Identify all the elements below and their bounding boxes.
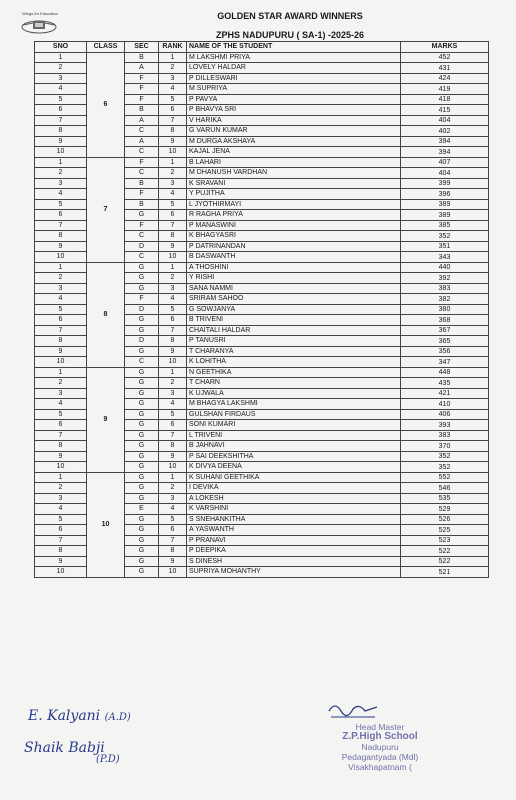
cell-sec: G [125, 378, 159, 389]
cell-sno: 7 [35, 325, 87, 336]
cell-marks: 535 [401, 493, 489, 504]
cell-sec: A [125, 63, 159, 74]
cell-student-name: M BHAGYA LAKSHMI [187, 399, 401, 410]
cell-sno: 10 [35, 252, 87, 263]
cell-student-name: P TANUSRI [187, 336, 401, 347]
cell-student-name: SUPRIYA MOHANTHY [187, 567, 401, 578]
cell-rank: 2 [159, 168, 187, 179]
cell-sno: 3 [35, 283, 87, 294]
cell-rank: 5 [159, 199, 187, 210]
cell-marks: 404 [401, 168, 489, 179]
cell-student-name: L TRIVENI [187, 430, 401, 441]
cell-sec: G [125, 315, 159, 326]
stamp-line-1: Head Master [355, 722, 405, 732]
cell-marks: 410 [401, 399, 489, 410]
cell-sno: 9 [35, 136, 87, 147]
cell-student-name: S SNEHANKITHA [187, 514, 401, 525]
cell-marks: 526 [401, 514, 489, 525]
cell-rank: 10 [159, 357, 187, 368]
cell-marks: 529 [401, 504, 489, 515]
cell-student-name: V HARIKA [187, 115, 401, 126]
cell-marks: 525 [401, 525, 489, 536]
cell-student-name: B LAHARI [187, 157, 401, 168]
cell-marks: 356 [401, 346, 489, 357]
cell-student-name: P MANASWINI [187, 220, 401, 231]
cell-student-name: G SOWJANYA [187, 304, 401, 315]
cell-marks: 383 [401, 430, 489, 441]
cell-sec: B [125, 178, 159, 189]
cell-sno: 10 [35, 357, 87, 368]
cell-student-name: B JAHNAVI [187, 441, 401, 452]
table-row [35, 262, 489, 273]
cell-class: 7 [87, 157, 125, 262]
cell-marks: 394 [401, 147, 489, 158]
cell-rank: 6 [159, 315, 187, 326]
cell-sec: G [125, 399, 159, 410]
cell-class: 6 [87, 52, 125, 157]
cell-rank: 5 [159, 304, 187, 315]
cell-marks: 383 [401, 283, 489, 294]
cell-sec: C [125, 252, 159, 263]
cell-sec: G [125, 514, 159, 525]
cell-sno: 5 [35, 514, 87, 525]
cell-marks: 406 [401, 409, 489, 420]
cell-marks: 367 [401, 325, 489, 336]
cell-marks: 448 [401, 367, 489, 378]
cell-sec: D [125, 336, 159, 347]
cell-rank: 7 [159, 220, 187, 231]
cell-marks: 522 [401, 556, 489, 567]
cell-sno: 1 [35, 157, 87, 168]
cell-student-name: I DEVIKA [187, 483, 401, 494]
cell-student-name: T CHARN [187, 378, 401, 389]
cell-rank: 8 [159, 126, 187, 137]
cell-sno: 6 [35, 525, 87, 536]
cell-rank: 5 [159, 409, 187, 420]
cell-student-name: SRIRAM SAHOO [187, 294, 401, 305]
cell-sno: 7 [35, 220, 87, 231]
cell-sno: 2 [35, 483, 87, 494]
cell-sec: G [125, 388, 159, 399]
cell-sec: B [125, 199, 159, 210]
cell-sec: G [125, 525, 159, 536]
cell-rank: 7 [159, 430, 187, 441]
cell-student-name: B TRIVENI [187, 315, 401, 326]
stamp-line-2: Z.P.High School [342, 731, 418, 742]
cell-rank: 8 [159, 546, 187, 557]
cell-rank: 6 [159, 210, 187, 221]
cell-sec: C [125, 168, 159, 179]
cell-marks: 370 [401, 441, 489, 452]
cell-rank: 4 [159, 294, 187, 305]
cell-student-name: CHAITALI HALDAR [187, 325, 401, 336]
cell-marks: 352 [401, 462, 489, 473]
signature-ad-name: E. Kalyani [28, 708, 101, 724]
signature-pd-name: Shaik Babji [24, 740, 105, 756]
cell-sno: 5 [35, 94, 87, 105]
cell-marks: 546 [401, 483, 489, 494]
cell-marks: 352 [401, 451, 489, 462]
cell-rank: 2 [159, 483, 187, 494]
cell-marks: 431 [401, 63, 489, 74]
cell-sec: D [125, 304, 159, 315]
cell-sno: 9 [35, 346, 87, 357]
cell-rank: 7 [159, 535, 187, 546]
cell-sec: C [125, 126, 159, 137]
cell-sec: B [125, 52, 159, 63]
cell-sec: F [125, 294, 159, 305]
cell-marks: 393 [401, 420, 489, 431]
cell-sec: G [125, 409, 159, 420]
cell-sec: F [125, 189, 159, 200]
header-marks: MARKS [401, 42, 489, 53]
cell-marks: 385 [401, 220, 489, 231]
table-row [35, 472, 489, 483]
cell-rank: 3 [159, 73, 187, 84]
cell-class: 8 [87, 262, 125, 367]
cell-marks: 404 [401, 115, 489, 126]
headmaster-signature-icon [325, 697, 385, 721]
cell-student-name: A THOSHINI [187, 262, 401, 273]
cell-student-name: L JYOTHIRMAYI [187, 199, 401, 210]
cell-rank: 4 [159, 504, 187, 515]
cell-student-name: SONI KUMARI [187, 420, 401, 431]
cell-sec: C [125, 147, 159, 158]
cell-rank: 6 [159, 105, 187, 116]
header-name: NAME OF THE STUDENT [187, 42, 401, 53]
cell-sec: G [125, 567, 159, 578]
cell-rank: 10 [159, 252, 187, 263]
header-sec: SEC [125, 42, 159, 53]
cell-sno: 2 [35, 63, 87, 74]
cell-rank: 3 [159, 388, 187, 399]
cell-rank: 5 [159, 514, 187, 525]
signature-ad-role: (A.D) [104, 712, 131, 723]
cell-student-name: KAJAL JENA [187, 147, 401, 158]
table-header-row [35, 42, 489, 53]
cell-sec: C [125, 357, 159, 368]
cell-marks: 419 [401, 84, 489, 95]
cell-sno: 1 [35, 472, 87, 483]
cell-student-name: P PAVYA [187, 94, 401, 105]
cell-rank: 1 [159, 367, 187, 378]
cell-marks: 396 [401, 189, 489, 200]
cell-sno: 4 [35, 399, 87, 410]
cell-sec: G [125, 535, 159, 546]
cell-sec: E [125, 504, 159, 515]
cell-sno: 7 [35, 115, 87, 126]
cell-rank: 1 [159, 262, 187, 273]
cell-student-name: K DIVYA DEENA [187, 462, 401, 473]
cell-marks: 552 [401, 472, 489, 483]
table-row [35, 52, 489, 63]
cell-student-name: P PRANAVI [187, 535, 401, 546]
cell-rank: 4 [159, 84, 187, 95]
cell-sno: 4 [35, 84, 87, 95]
cell-student-name: P SAI DEEKSHITHA [187, 451, 401, 462]
cell-rank: 3 [159, 283, 187, 294]
cell-rank: 6 [159, 525, 187, 536]
cell-rank: 6 [159, 420, 187, 431]
cell-marks: 399 [401, 178, 489, 189]
table-row [35, 367, 489, 378]
cell-sno: 3 [35, 493, 87, 504]
cell-marks: 389 [401, 210, 489, 221]
award-winners-table [34, 41, 489, 578]
cell-sno: 5 [35, 409, 87, 420]
cell-sec: G [125, 546, 159, 557]
cell-sec: G [125, 420, 159, 431]
cell-sec: G [125, 262, 159, 273]
cell-student-name: GULSHAN FIRDAUS [187, 409, 401, 420]
cell-sec: D [125, 241, 159, 252]
cell-sno: 9 [35, 241, 87, 252]
cell-rank: 2 [159, 273, 187, 284]
cell-student-name: P DEEPIKA [187, 546, 401, 557]
cell-student-name: M DURGA AKSHAYA [187, 136, 401, 147]
cell-sec: G [125, 346, 159, 357]
headmaster-stamp [320, 722, 440, 772]
cell-sno: 6 [35, 210, 87, 221]
stamp-line-3: Nadupuru [361, 742, 399, 752]
cell-marks: 389 [401, 199, 489, 210]
cell-student-name: N GEETHIKA [187, 367, 401, 378]
cell-sno: 8 [35, 546, 87, 557]
cell-sno: 10 [35, 567, 87, 578]
cell-rank: 7 [159, 325, 187, 336]
cell-student-name: K SUHANI GEETHIKA [187, 472, 401, 483]
cell-marks: 418 [401, 94, 489, 105]
cell-sec: G [125, 451, 159, 462]
cell-sec: G [125, 273, 159, 284]
cell-rank: 7 [159, 115, 187, 126]
cell-sno: 1 [35, 262, 87, 273]
stamp-line-5: Visakhapatnam ( [348, 762, 412, 772]
cell-rank: 8 [159, 231, 187, 242]
cell-sno: 9 [35, 451, 87, 462]
cell-sec: G [125, 472, 159, 483]
page-subtitle: ZPHS NADUPURU ( SA-1) -2025-26 [215, 30, 365, 40]
table-body [35, 52, 489, 577]
cell-student-name: LOVELY HALDAR [187, 63, 401, 74]
cell-marks: 368 [401, 315, 489, 326]
cell-class: 10 [87, 472, 125, 577]
cell-marks: 382 [401, 294, 489, 305]
cell-student-name: P DATRINANDAN [187, 241, 401, 252]
page-title: GOLDEN STAR AWARD WINNERS [217, 11, 363, 21]
cell-marks: 352 [401, 231, 489, 242]
cell-sec: C [125, 231, 159, 242]
cell-marks: 435 [401, 378, 489, 389]
cell-student-name: M LAKSHMI PRIYA [187, 52, 401, 63]
cell-marks: 402 [401, 126, 489, 137]
cell-rank: 8 [159, 336, 187, 347]
cell-student-name: K VARSHINI [187, 504, 401, 515]
cell-sec: B [125, 105, 159, 116]
cell-marks: 521 [401, 567, 489, 578]
cell-marks: 421 [401, 388, 489, 399]
cell-rank: 1 [159, 157, 187, 168]
cell-sec: G [125, 325, 159, 336]
cell-rank: 9 [159, 241, 187, 252]
cell-sno: 8 [35, 336, 87, 347]
cell-student-name: K BHAGYASRI [187, 231, 401, 242]
signature-pd-role: (P.D) [96, 754, 120, 765]
cell-student-name: T CHARANYA [187, 346, 401, 357]
cell-student-name: A YASWANTH [187, 525, 401, 536]
cell-marks: 343 [401, 252, 489, 263]
cell-sno: 5 [35, 199, 87, 210]
cell-marks: 415 [401, 105, 489, 116]
cell-rank: 1 [159, 52, 187, 63]
cell-sno: 9 [35, 556, 87, 567]
cell-rank: 8 [159, 441, 187, 452]
signature-ad [28, 708, 131, 724]
cell-sno: 10 [35, 147, 87, 158]
cell-marks: 407 [401, 157, 489, 168]
cell-sec: G [125, 441, 159, 452]
cell-sno: 7 [35, 535, 87, 546]
cell-sec: A [125, 136, 159, 147]
cell-sno: 7 [35, 430, 87, 441]
cell-rank: 10 [159, 462, 187, 473]
header-class: CLASS [87, 42, 125, 53]
cell-sno: 6 [35, 105, 87, 116]
cell-sno: 6 [35, 420, 87, 431]
cell-student-name: G VARUN KUMAR [187, 126, 401, 137]
cell-student-name: M DHANUSH VARDHAN [187, 168, 401, 179]
cell-sno: 5 [35, 304, 87, 315]
cell-sno: 4 [35, 294, 87, 305]
stamp-line-4: Pedagantyada (Mdl) [341, 752, 419, 762]
cell-sno: 10 [35, 462, 87, 473]
cell-sno: 3 [35, 73, 87, 84]
cell-rank: 3 [159, 493, 187, 504]
cell-sno: 4 [35, 504, 87, 515]
cell-marks: 523 [401, 535, 489, 546]
cell-rank: 2 [159, 63, 187, 74]
cell-sec: F [125, 94, 159, 105]
signature-pd [24, 740, 120, 765]
cell-student-name: SANA NAMMI [187, 283, 401, 294]
cell-class: 9 [87, 367, 125, 472]
cell-rank: 2 [159, 378, 187, 389]
cell-sec: G [125, 367, 159, 378]
cell-student-name: P DILLESWARI [187, 73, 401, 84]
cell-marks: 351 [401, 241, 489, 252]
header-sno: SNO [35, 42, 87, 53]
cell-sno: 1 [35, 52, 87, 63]
cell-sec: G [125, 283, 159, 294]
cell-sno: 8 [35, 231, 87, 242]
cell-marks: 440 [401, 262, 489, 273]
cell-sno: 2 [35, 273, 87, 284]
cell-student-name: K LOHITHA [187, 357, 401, 368]
cell-student-name: S DINESH [187, 556, 401, 567]
cell-rank: 4 [159, 189, 187, 200]
cell-sec: F [125, 157, 159, 168]
cell-rank: 5 [159, 94, 187, 105]
cell-marks: 380 [401, 304, 489, 315]
cell-sec: A [125, 115, 159, 126]
cell-sec: G [125, 210, 159, 221]
cell-sno: 6 [35, 315, 87, 326]
cell-marks: 424 [401, 73, 489, 84]
header-rank: RANK [159, 42, 187, 53]
cell-student-name: R RAGHA PRIYA [187, 210, 401, 221]
cell-sec: G [125, 462, 159, 473]
cell-sno: 1 [35, 367, 87, 378]
cell-rank: 10 [159, 567, 187, 578]
cell-sec: G [125, 493, 159, 504]
cell-student-name: Y PUJITHA [187, 189, 401, 200]
cell-sec: F [125, 73, 159, 84]
cell-marks: 452 [401, 52, 489, 63]
cell-rank: 9 [159, 451, 187, 462]
cell-sno: 8 [35, 441, 87, 452]
cell-sno: 3 [35, 178, 87, 189]
cell-student-name: A LOKESH [187, 493, 401, 504]
cell-rank: 9 [159, 136, 187, 147]
cell-rank: 1 [159, 472, 187, 483]
cell-sno: 3 [35, 388, 87, 399]
cell-marks: 347 [401, 357, 489, 368]
cell-rank: 9 [159, 346, 187, 357]
cell-rank: 10 [159, 147, 187, 158]
cell-sec: G [125, 483, 159, 494]
cell-sec: F [125, 220, 159, 231]
cell-sno: 8 [35, 126, 87, 137]
logo-text: Wings for Education [22, 11, 58, 16]
cell-sec: F [125, 84, 159, 95]
cell-rank: 4 [159, 399, 187, 410]
cell-student-name: P BHAVYA SRI [187, 105, 401, 116]
cell-rank: 9 [159, 556, 187, 567]
cell-rank: 3 [159, 178, 187, 189]
cell-student-name: M SUPRIYA [187, 84, 401, 95]
cell-sno: 2 [35, 168, 87, 179]
cell-sec: G [125, 556, 159, 567]
cell-sno: 4 [35, 189, 87, 200]
cell-sno: 2 [35, 378, 87, 389]
table-row [35, 157, 489, 168]
cell-sec: G [125, 430, 159, 441]
cell-student-name: Y RISHI [187, 273, 401, 284]
cell-marks: 392 [401, 273, 489, 284]
cell-marks: 365 [401, 336, 489, 347]
cell-marks: 394 [401, 136, 489, 147]
cell-marks: 522 [401, 546, 489, 557]
cell-student-name: B DASWANTH [187, 252, 401, 263]
cell-student-name: K SRAVANI [187, 178, 401, 189]
cell-student-name: K UJWALA [187, 388, 401, 399]
